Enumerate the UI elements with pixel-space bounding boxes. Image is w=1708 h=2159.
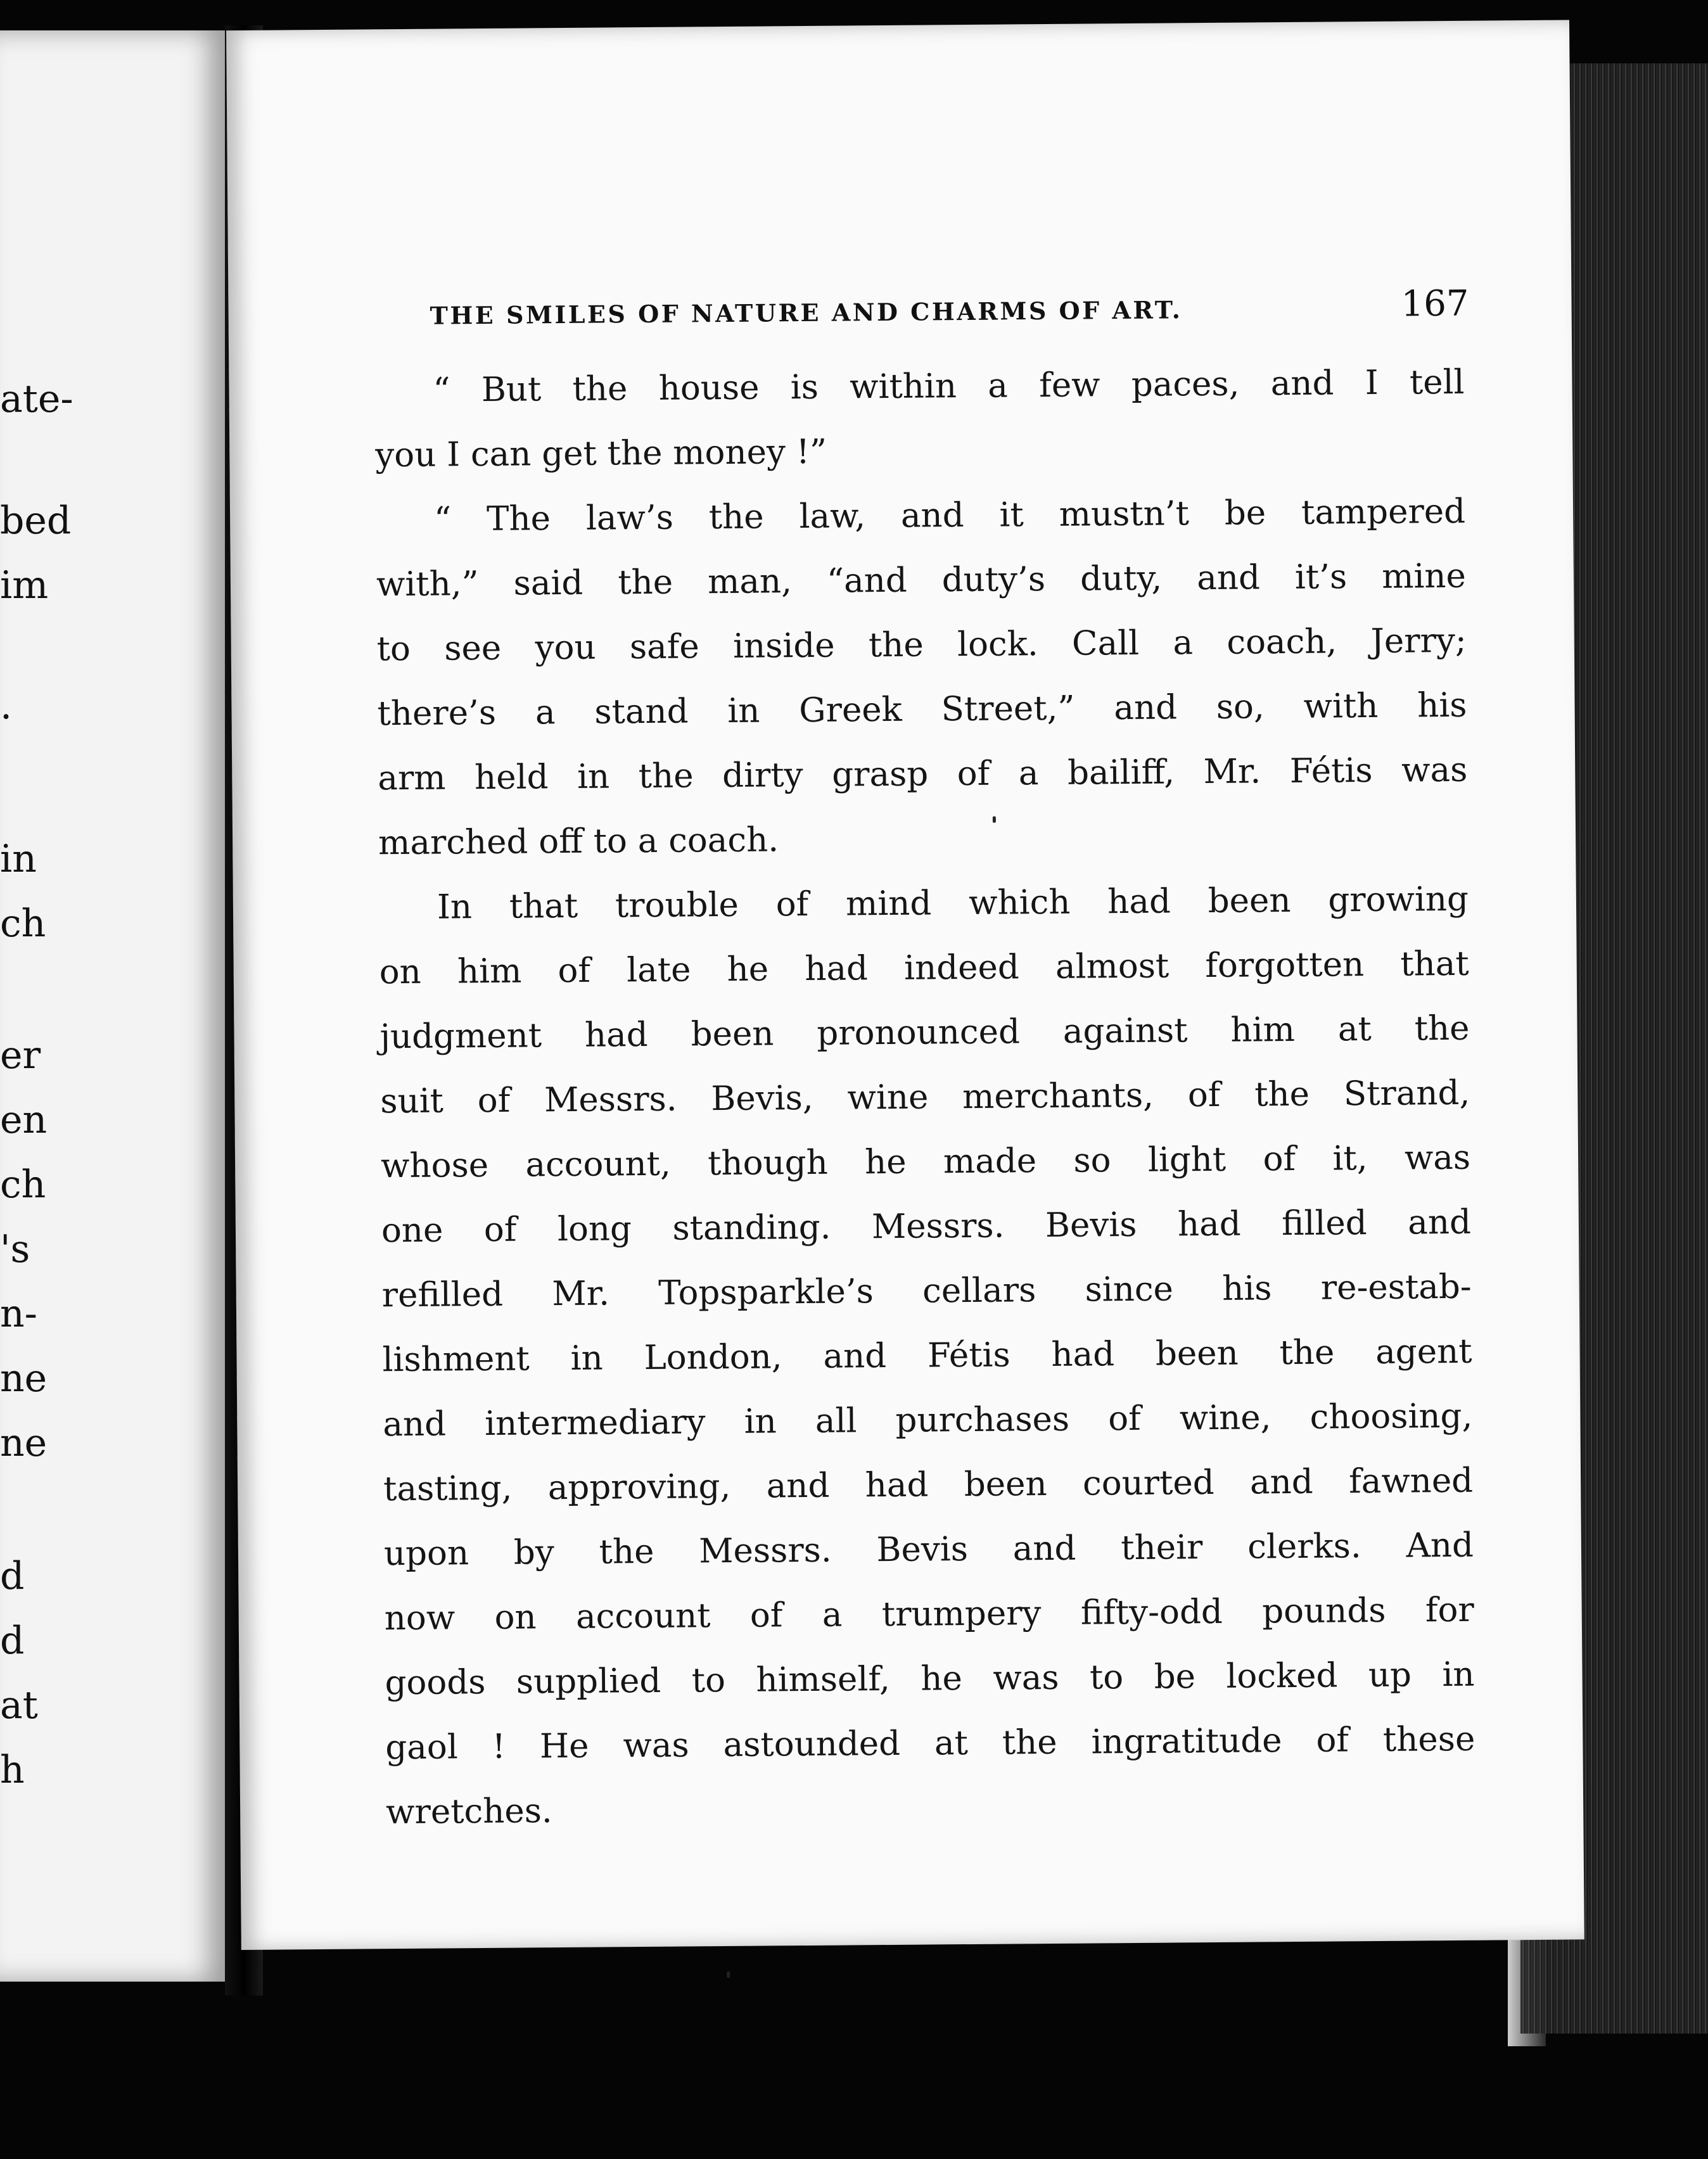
left-page-fragment: im	[0, 563, 49, 608]
text-line: In that trouble of mind which had been growing	[437, 879, 1469, 927]
left-page-fragment: h	[0, 1748, 25, 1792]
scan-speck	[727, 1971, 730, 1978]
left-page-fragment: er	[0, 1033, 41, 1078]
text-line: whose account, though he made so light of it, was	[380, 1138, 1471, 1186]
left-page-fragment: ate-	[0, 377, 73, 421]
text-line: on him of late he had indeed almost forgotten that	[379, 944, 1469, 992]
body-text	[374, 350, 1475, 1845]
left-page-fragment: at	[0, 1683, 38, 1728]
left-page-fragment: n-	[0, 1292, 37, 1336]
text-line: you I can get the money !”	[375, 432, 827, 475]
text-line: “ But the house is within a few paces, and I tell	[433, 362, 1465, 410]
left-page-fragment: d	[0, 1554, 25, 1598]
text-line: tasting, approving, and had been courted and fawned	[383, 1461, 1474, 1509]
left-page-fragment: en	[0, 1098, 48, 1142]
text-line: suit of Messrs. Bevis, wine merchants, of the Strand,	[380, 1073, 1470, 1121]
right-page	[182, 20, 1592, 2121]
text-line: with,” said the man, “and duty’s duty, and it’s mine	[376, 556, 1467, 604]
left-page-fragment: 's	[0, 1227, 30, 1271]
text-line: arm held in the dirty grasp of a bailiff, Mr. Fétis was	[378, 750, 1468, 798]
text-line: one of long standing. Messrs. Bevis had filled and	[381, 1202, 1472, 1251]
running-head	[430, 283, 1469, 338]
text-line: gaol ! He was astounded at the ingratitude of these	[385, 1719, 1475, 1767]
text-line: “ The law’s the law, and it mustn’t be tampered	[433, 492, 1466, 539]
page-number: 167	[1401, 283, 1469, 325]
text-line: and intermediary in all purchases of wine, choosing,	[383, 1396, 1473, 1444]
left-page-fragment: bed	[0, 499, 72, 543]
left-page-fragment: ne	[0, 1421, 48, 1465]
left-page-fragment: d	[0, 1619, 25, 1663]
text-line: wretches.	[385, 1792, 552, 1832]
left-page-fragment: ch	[0, 1162, 46, 1207]
text-line: judgment had been pronounced against him at the	[379, 1009, 1470, 1057]
text-line: marched off to a coach.	[378, 820, 779, 863]
left-page-fragment: in	[0, 837, 37, 881]
text-line: there’s a stand in Greek Street,” and so, with his	[377, 685, 1467, 734]
left-page-fragment: ne	[0, 1356, 48, 1401]
text-line: now on account of a trumpery fifty-odd pounds for	[384, 1590, 1474, 1638]
scan-speck	[993, 817, 996, 823]
text-line: lishment in London, and Fétis had been the agent	[382, 1332, 1472, 1380]
running-head-title: THE SMILES OF NATURE AND CHARMS OF ART.	[430, 295, 1183, 330]
text-line: refilled Mr. Topsparkle’s cellars since his re-estab-	[381, 1267, 1472, 1315]
left-page-fragment: ch	[0, 901, 46, 946]
left-page-fragment: .	[0, 684, 13, 728]
text-line: upon by the Messrs. Bevis and their clerks. And	[383, 1525, 1474, 1574]
text-line: to see you safe inside the lock. Call a coach, Jerry;	[376, 621, 1467, 669]
text-line: goods supplied to himself, he was to be locked up in	[385, 1655, 1475, 1703]
